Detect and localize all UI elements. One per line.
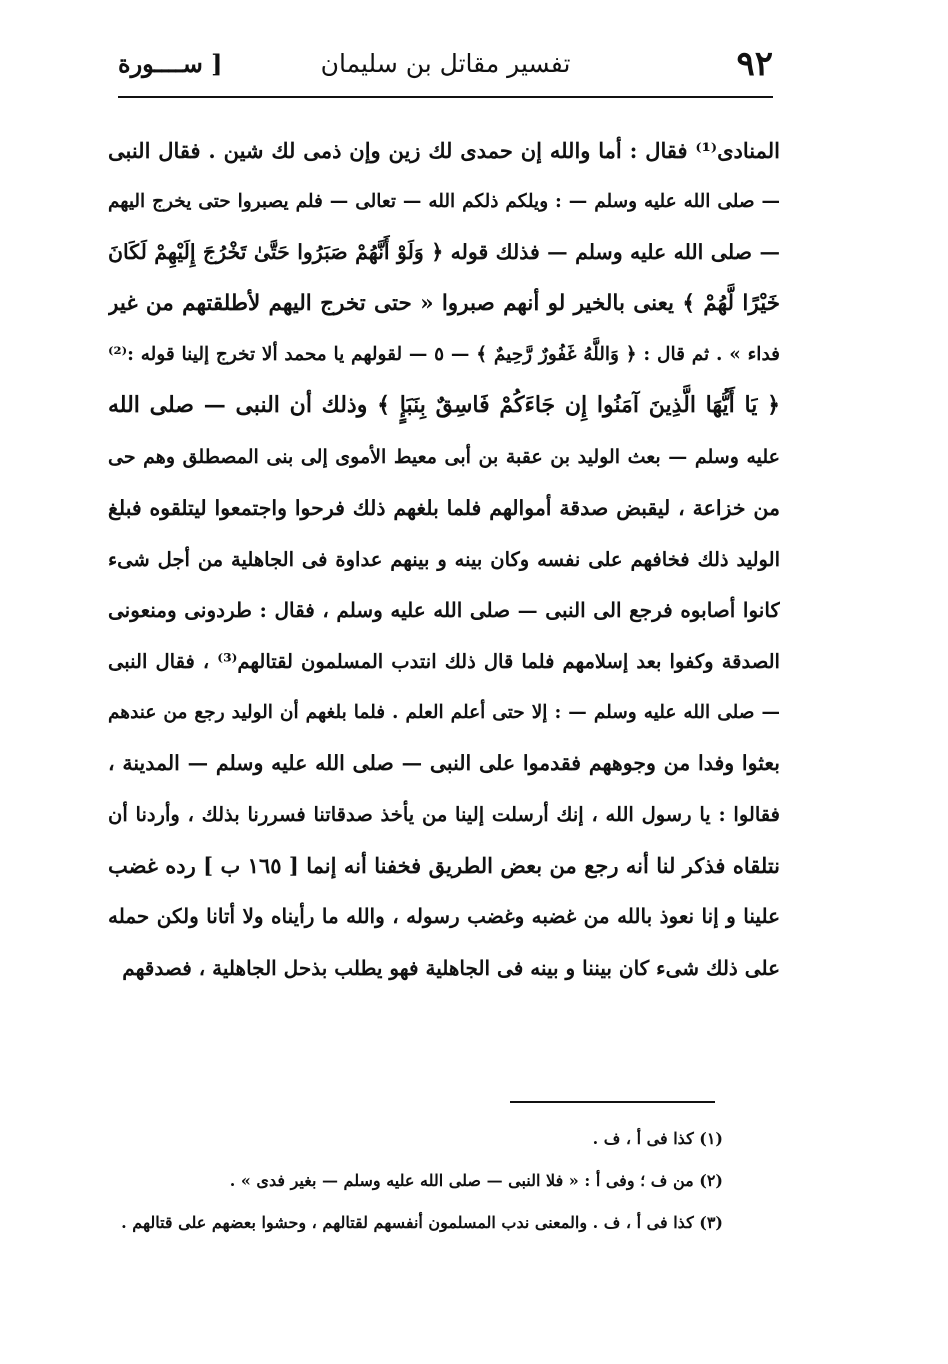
text-line: — صلى الله عليه وسلم — : إلا حتى أعلم العلم . فلما بلغهم أن الوليد رجع من عندهم [108, 702, 780, 724]
text-line: نتلقاه فذكر لنا أنه رجع من بعض الطريق فخفنا أنه إنما [ ١٦٥ ب ] رده غضب [108, 853, 780, 879]
text-line: عليه وسلم — بعث الوليد بن عقبة بن أبى معيط الأموى إلى بنى المصطلق وهم حى [108, 445, 780, 468]
text-line: المنادى⁽¹⁾ فقال : أما والله إن حمدى لك زين وإن ذمى لك شين . فقال النبى [108, 138, 780, 163]
running-title: تفسير مقاتل بن سليمان [320, 49, 571, 78]
text-line: علينا و إنا نعوذ بالله من غضبه وغضب رسوله ، والله ما رأيناه ولا أتانا ولكن حمله [108, 904, 780, 929]
text-line: كانوا أصابوه فرجع الى النبى — صلى الله عليه وسلم ، فقال : طردونى ومنعونى [108, 597, 780, 622]
page-header [118, 38, 773, 98]
text-line: ﴿ يَا أَيُّهَا الَّذِينَ آمَنُوا إِن جَاءَكُمْ فَاسِقٌ بِنَبَإٍ ﴾ وذلك أن النبى — صلى الله [108, 392, 780, 419]
text-line: — صلى الله عليه وسلم — فذلك قوله ﴿ وَلَوْ أَنَّهُمْ صَبَرُوا حَتَّىٰ تَخْرُجَ إِلَيْهِمْ لَكَانَ [108, 240, 780, 265]
footnotes [108, 1118, 723, 1244]
text-line: من خزاعة ، ليقبض صدقة أموالهم فلما بلغهم ذلك فرحوا واجتمعوا ليتلقوه فبلغ [108, 495, 780, 520]
surah-label: [ ســــورة [118, 49, 223, 78]
text-line: الوليد ذلك فخافهم على نفسه وكان بينه و بينهم عداوة فى الجاهلية من أجل شىء [108, 547, 780, 571]
text-line: فداء » . ثم قال : ﴿ وَاللَّهُ غَفُورٌ رَّحِيمٌ ﴾ — ٥ — لقولهم يا محمد ألا تخرج إلينا قوله :⁽²⁾ [108, 344, 780, 366]
footnote: (٣) كذا فى أ ، ف . والمعنى ندب المسلمون أنفسهم لقتالهم ، وحشوا بعضهم على قتالهم . [121, 1213, 723, 1232]
text-line: الصدقة وكفوا بعد إسلامهم فلما قال ذلك انتدب المسلمون لقتالهم⁽³⁾ ، فقال النبى [108, 649, 780, 673]
text-line: خَيْرًا لَّهُمْ ﴾ يعنى بالخير لو أنهم صبروا « حتى تخرج اليهم لأطلقتهم من غير [108, 291, 780, 317]
text-line: — صلى الله عليه وسلم — : ويلكم ذلكم الله — تعالى — فلم يصبروا حتى يخرج اليهم [108, 191, 780, 213]
footnote-divider [510, 1101, 715, 1103]
footnote: (٢) من ف ؛ وفى أ : « فلا النبى — صلى الله عليه وسلم — بغير فدى » . [229, 1171, 723, 1190]
text-line: فقالوا : يا رسول الله ، إنك أرسلت إلينا من يأخذ صدقاتنا فسررنا بذلك ، وأردنا أن [108, 803, 780, 827]
text-line: على ذلك شىء كان بيننا و بينه فى الجاهلية فهو يطلب بذحل الجاهلية ، فصدقهم [122, 955, 780, 980]
footnote: (١) كذا فى أ ، ف . [592, 1129, 723, 1148]
text-line: بعثوا وفدا من وجوههم فقدموا على النبى — صلى الله عليه وسلم — المدينة ، [108, 751, 780, 776]
page-number: ٩٢ [736, 44, 773, 84]
main-text [108, 125, 780, 994]
